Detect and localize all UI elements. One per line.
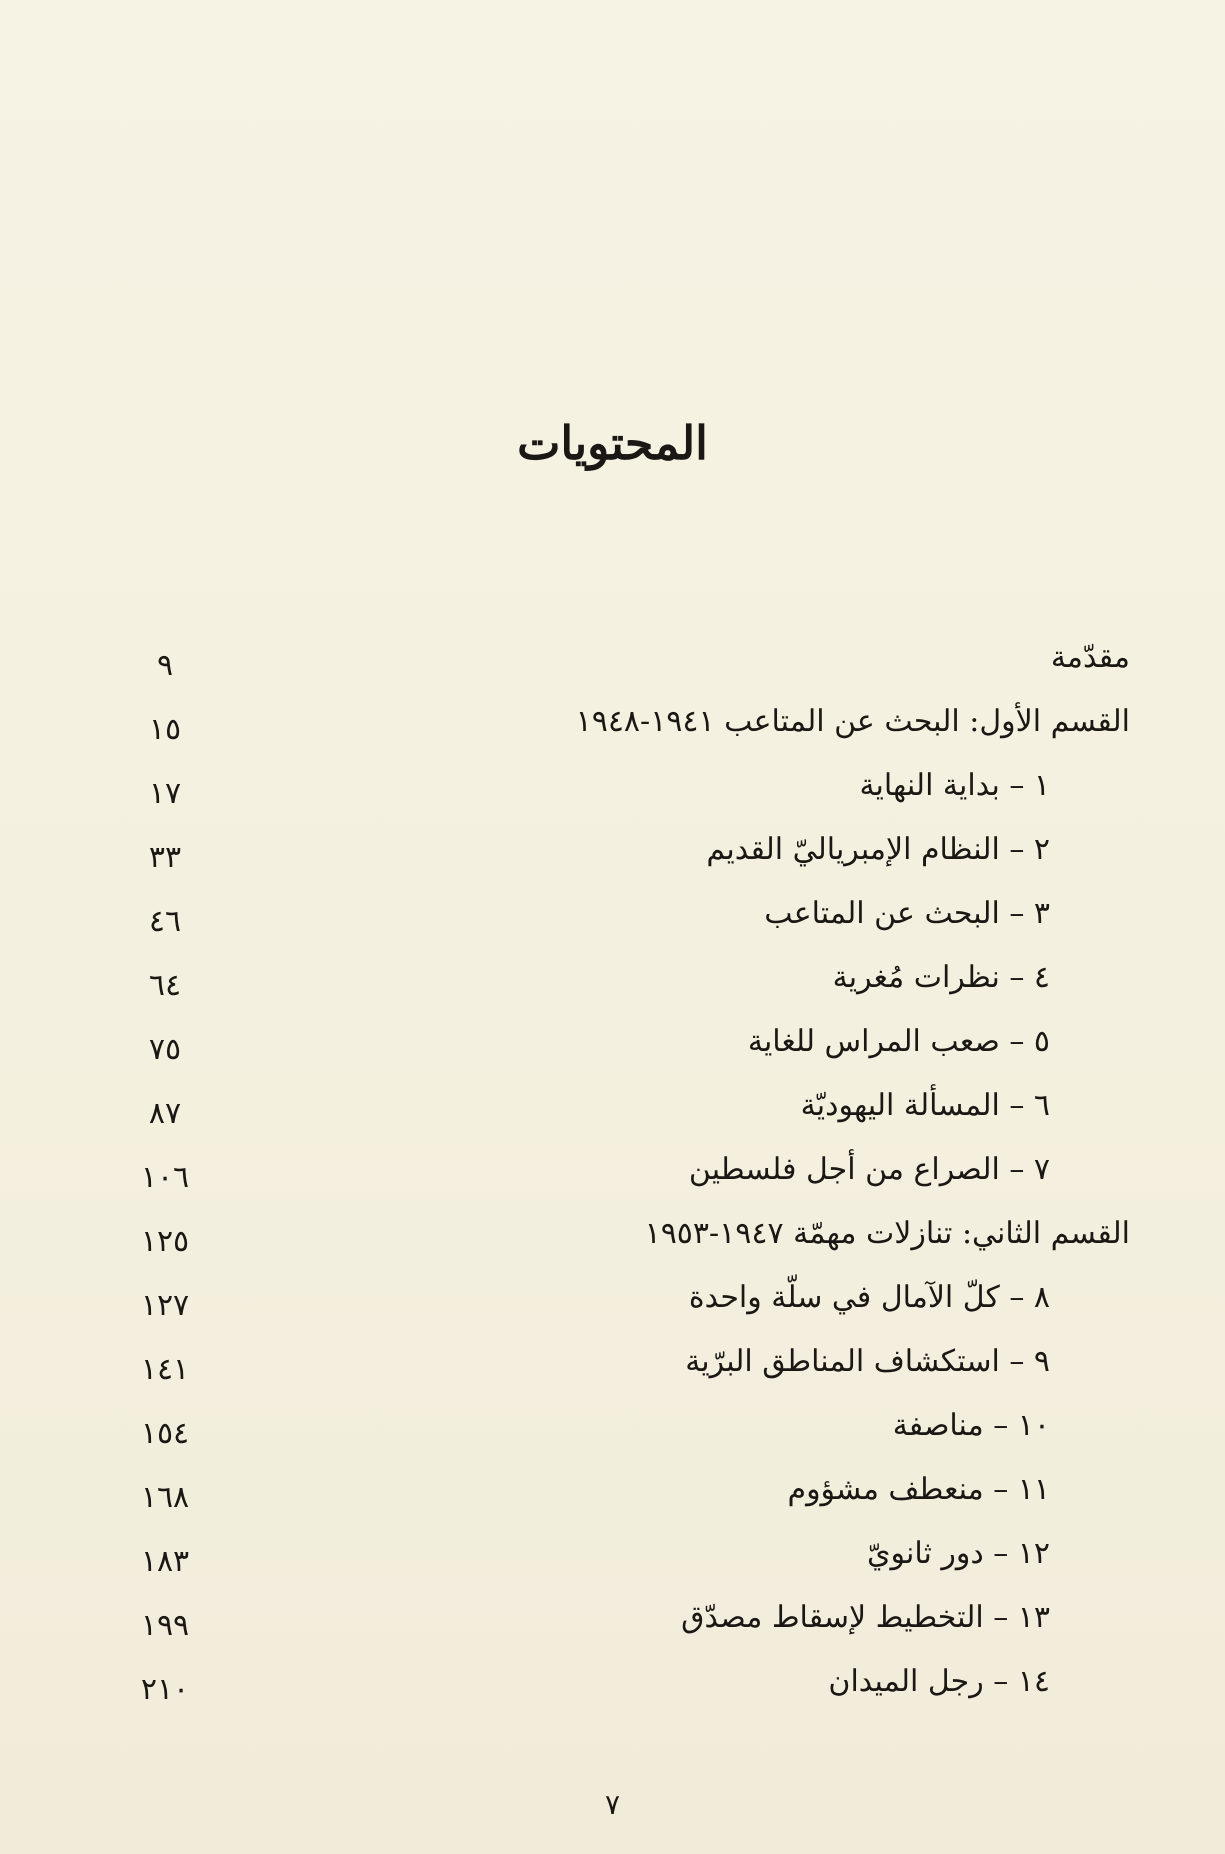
toc-entry-title: ٥ – صعب المراس للغاية bbox=[747, 1024, 1050, 1059]
toc-entry-page: ١٢٥ bbox=[140, 1224, 190, 1259]
toc-entry-page: ١٨٣ bbox=[140, 1544, 190, 1579]
page-number: ٧ bbox=[604, 1788, 621, 1821]
toc-entry-title: ٩ – استكشاف المناطق البرّية bbox=[685, 1344, 1050, 1379]
toc-entry-page: ٤٦ bbox=[148, 904, 182, 939]
toc-entry-title: ١٢ – دور ثانويّ bbox=[867, 1536, 1050, 1571]
toc-entry bbox=[130, 1330, 1130, 1394]
toc-entry-title: القسم الأول: البحث عن المتاعب ١٩٤١-١٩٤٨ bbox=[575, 704, 1130, 739]
toc-entry bbox=[130, 818, 1130, 882]
toc-entry bbox=[130, 1202, 1130, 1266]
toc-entry bbox=[130, 946, 1130, 1010]
page-title: المحتويات bbox=[517, 415, 708, 470]
toc-entry-title: ١٠ – مناصفة bbox=[892, 1408, 1050, 1443]
toc-entry-page: ١٠٦ bbox=[140, 1160, 190, 1195]
toc-entry-page: ٢١٠ bbox=[140, 1672, 190, 1707]
toc-entry-page: ١٩٩ bbox=[140, 1608, 190, 1643]
toc-entry bbox=[130, 1138, 1130, 1202]
table-of-contents bbox=[130, 626, 1130, 1714]
toc-entry-page: ١٢٧ bbox=[140, 1288, 190, 1323]
toc-entry bbox=[130, 1394, 1130, 1458]
toc-entry-title: مقدّمة bbox=[1050, 640, 1130, 675]
toc-entry-title: ١٤ – رجل الميدان bbox=[828, 1664, 1050, 1699]
toc-entry-title: ١٣ – التخطيط لإسقاط مصدّق bbox=[681, 1600, 1050, 1635]
toc-entry bbox=[130, 1074, 1130, 1138]
toc-entry bbox=[130, 1522, 1130, 1586]
toc-entry-title: ١١ – منعطف مشؤوم bbox=[787, 1472, 1050, 1507]
toc-entry-page: ٧٥ bbox=[148, 1032, 182, 1067]
toc-entry-title: ٤ – نظرات مُغرية bbox=[832, 960, 1050, 995]
toc-entry bbox=[130, 1458, 1130, 1522]
toc-entry bbox=[130, 754, 1130, 818]
toc-entry-page: ١٤١ bbox=[140, 1352, 190, 1387]
toc-entry bbox=[130, 1010, 1130, 1074]
toc-entry-title: ٨ – كلّ الآمال في سلّة واحدة bbox=[688, 1280, 1050, 1315]
toc-entry-page: ١٥٤ bbox=[140, 1416, 190, 1451]
toc-entry-title: ٦ – المسألة اليهوديّة bbox=[800, 1088, 1050, 1123]
toc-entry bbox=[130, 626, 1130, 690]
toc-entry bbox=[130, 1266, 1130, 1330]
toc-entry-title: ٢ – النظام الإمبرياليّ القديم bbox=[706, 832, 1050, 867]
toc-entry-page: ٩ bbox=[156, 648, 174, 683]
toc-entry-page: ٨٧ bbox=[148, 1096, 182, 1131]
toc-entry-title: ٣ – البحث عن المتاعب bbox=[764, 896, 1050, 931]
toc-entry-page: ١٥ bbox=[148, 712, 182, 747]
toc-entry bbox=[130, 1650, 1130, 1714]
toc-entry bbox=[130, 882, 1130, 946]
toc-entry bbox=[130, 1586, 1130, 1650]
toc-entry-title: ١ – بداية النهاية bbox=[859, 768, 1050, 803]
toc-entry-page: ١٦٨ bbox=[140, 1480, 190, 1515]
toc-entry-page: ٣٣ bbox=[148, 840, 182, 875]
toc-entry-title: القسم الثاني: تنازلات مهمّة ١٩٤٧-١٩٥٣ bbox=[644, 1216, 1130, 1251]
toc-entry-page: ١٧ bbox=[148, 776, 182, 811]
toc-entry bbox=[130, 690, 1130, 754]
toc-entry-title: ٧ – الصراع من أجل فلسطين bbox=[688, 1152, 1050, 1187]
toc-entry-page: ٦٤ bbox=[148, 968, 182, 1003]
